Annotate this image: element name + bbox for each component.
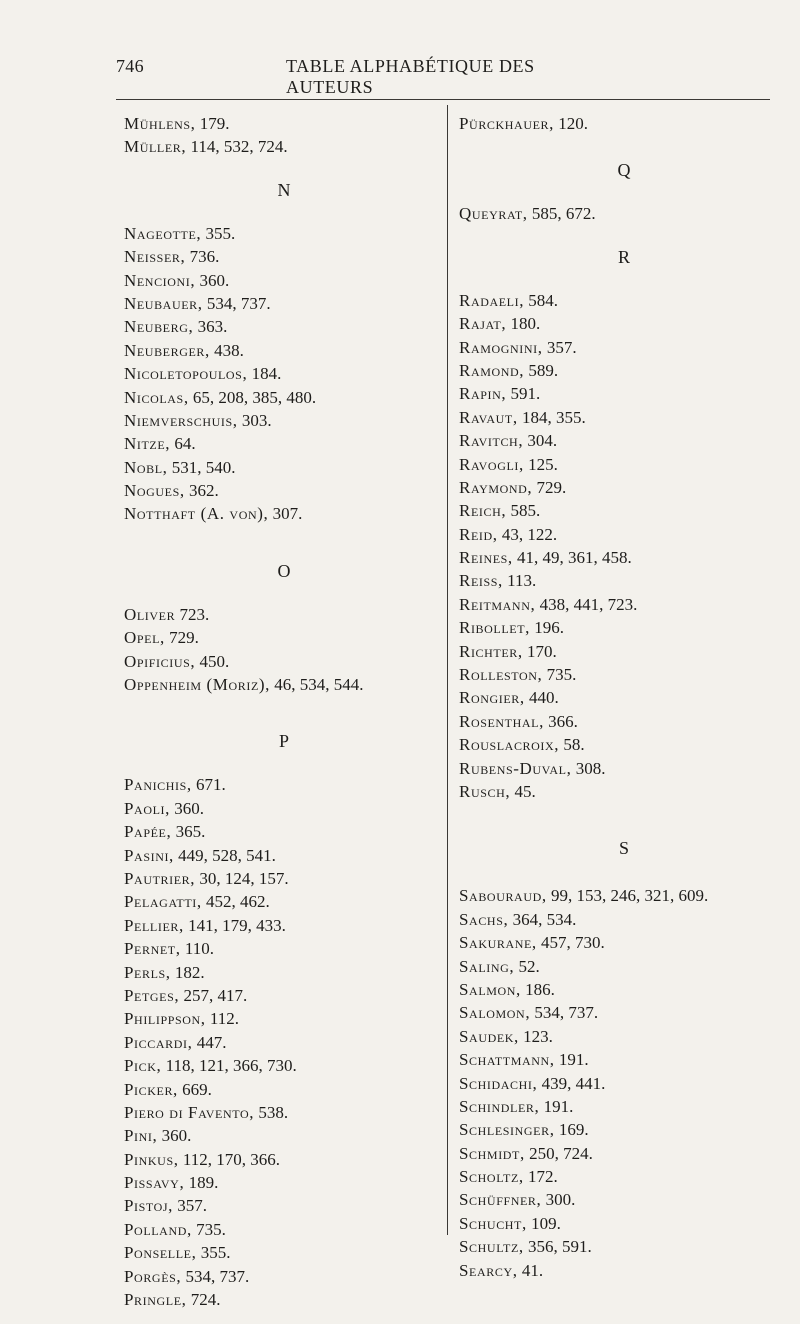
author-name: Papée, xyxy=(124,822,172,842)
page-references: 363. xyxy=(193,317,228,337)
page-references: 735. xyxy=(191,1219,226,1239)
author-name: Searcy, xyxy=(459,1260,518,1280)
page-references: 355. xyxy=(196,1243,231,1263)
running-title: TABLE ALPHABÉTIQUE DES AUTEURS xyxy=(286,56,535,97)
page-references: 186. xyxy=(520,979,555,999)
page-references: 584. xyxy=(524,290,559,310)
author-name: Nageotte, xyxy=(124,223,202,243)
index-entry xyxy=(459,757,789,780)
author-name: Piero di Favento, xyxy=(124,1102,255,1122)
index-entry xyxy=(459,1072,789,1095)
author-name: Schultz, xyxy=(459,1237,524,1257)
index-entry xyxy=(459,1142,789,1165)
page-references: 113. xyxy=(502,571,537,591)
index-entry xyxy=(459,1165,789,1188)
index-entry xyxy=(459,202,789,225)
page-references: 172. xyxy=(523,1167,558,1187)
page-references: 169. xyxy=(554,1120,589,1140)
index-entry xyxy=(124,1124,444,1147)
page-references: 41. xyxy=(517,1260,544,1280)
author-name: Neubauer, xyxy=(124,293,203,313)
index-entry xyxy=(459,616,789,639)
index-entry xyxy=(459,1188,789,1211)
index-section xyxy=(124,526,444,697)
index-entry xyxy=(124,1054,444,1077)
index-entry xyxy=(459,359,789,382)
index-entry xyxy=(459,710,789,733)
index-entry xyxy=(459,336,789,359)
author-name: Schmidt, xyxy=(459,1143,525,1163)
index-entry xyxy=(124,112,444,135)
page-references: 365. xyxy=(171,822,206,842)
author-name: Raymond, xyxy=(459,477,533,497)
index-entry xyxy=(124,603,444,626)
page-references: 531, 540. xyxy=(167,457,236,477)
index-entry xyxy=(459,499,789,522)
page-references: 585. xyxy=(506,501,541,521)
index-entry xyxy=(459,1259,789,1282)
author-name: Schüffner, xyxy=(459,1190,542,1210)
page-references: 307. xyxy=(268,504,303,524)
index-entry xyxy=(459,1118,789,1141)
author-name: Picker, xyxy=(124,1079,178,1099)
index-entry xyxy=(459,453,789,476)
index-section xyxy=(124,696,444,1311)
author-name: Sachs, xyxy=(459,909,509,929)
index-entry xyxy=(459,406,789,429)
index-entry xyxy=(124,502,444,525)
author-name: Pürckhauer, xyxy=(459,114,554,133)
author-name: Nobl, xyxy=(124,457,168,477)
page-references: 191. xyxy=(554,1050,589,1070)
author-name: Schindler, xyxy=(459,1096,540,1116)
author-name: Polland, xyxy=(124,1219,192,1239)
page-references: 184. xyxy=(247,364,282,384)
index-entry xyxy=(124,456,444,479)
page-references: 65, 208, 385, 480. xyxy=(188,387,317,407)
author-name: Nitze, xyxy=(124,434,171,454)
page-references: 440. xyxy=(524,688,559,708)
author-name: Pelagatti, xyxy=(124,892,202,912)
author-name: Pellier, xyxy=(124,915,184,935)
section-letter: Q xyxy=(617,160,631,181)
index-entry xyxy=(124,222,444,245)
page-references: 360. xyxy=(169,798,204,818)
author-name: Rusch, xyxy=(459,781,511,801)
author-name: Ravaut, xyxy=(459,407,518,427)
author-name: Porgès, xyxy=(124,1266,182,1286)
index-entry xyxy=(124,1078,444,1101)
author-name: Opificius, xyxy=(124,651,196,671)
index-entry xyxy=(124,1101,444,1124)
author-name: Pernet, xyxy=(124,939,181,959)
author-name: Schlesinger, xyxy=(459,1120,555,1140)
index-section xyxy=(459,135,789,225)
index-entry xyxy=(124,914,444,937)
author-name: Saudek, xyxy=(459,1026,519,1046)
index-entry xyxy=(459,546,789,569)
index-entry xyxy=(459,1095,789,1118)
index-entry xyxy=(459,931,789,954)
page-references: 304. xyxy=(523,431,558,451)
index-entry xyxy=(459,476,789,499)
author-name: Nicolas, xyxy=(124,387,189,407)
author-name: Ponselle, xyxy=(124,1243,197,1263)
page-references: 189. xyxy=(184,1173,219,1193)
index-section xyxy=(124,112,444,159)
page-references: 438. xyxy=(209,340,244,360)
index-entry xyxy=(124,479,444,502)
index-entry xyxy=(124,1218,444,1241)
index-entry xyxy=(124,1171,444,1194)
index-section xyxy=(459,803,789,1282)
page-references: 735. xyxy=(542,665,577,685)
index-entry xyxy=(124,1194,444,1217)
page-references: 357. xyxy=(173,1196,208,1216)
index-entry xyxy=(459,908,789,931)
section-letter: O xyxy=(277,560,291,581)
author-name: Piccardi, xyxy=(124,1032,193,1052)
page-references: 438, 441, 723. xyxy=(535,594,638,614)
page-references: 99, 153, 246, 321, 609. xyxy=(546,886,709,906)
page-header xyxy=(116,56,610,97)
index-entry xyxy=(124,867,444,890)
author-name: Ravitch, xyxy=(459,431,524,451)
page-references: 170. xyxy=(522,641,557,661)
index-entry xyxy=(459,312,789,335)
index-entry xyxy=(124,773,444,796)
index-entry xyxy=(124,820,444,843)
page-references: 196. xyxy=(529,618,564,638)
author-name: Rouslacroix, xyxy=(459,735,560,755)
index-entry xyxy=(124,650,444,673)
index-entry xyxy=(459,569,789,592)
index-entry xyxy=(459,663,789,686)
page-references: 449, 528, 541. xyxy=(173,845,276,865)
author-name: Ribollet, xyxy=(459,618,530,638)
page-references: 724. xyxy=(186,1290,221,1310)
author-name: Neuberger, xyxy=(124,340,210,360)
section-letter: P xyxy=(278,731,289,752)
index-entry xyxy=(459,289,789,312)
page-number: 746 xyxy=(116,56,144,76)
page-references: 534, 737. xyxy=(530,1003,599,1023)
author-name: Schucht, xyxy=(459,1213,527,1233)
index-entry xyxy=(124,673,444,696)
page-references: 120. xyxy=(553,114,588,133)
author-name: Niemverschuis, xyxy=(124,410,238,430)
index-entry xyxy=(124,339,444,362)
author-name: Neuberg, xyxy=(124,317,194,337)
author-name: Richter, xyxy=(459,641,523,661)
page-references: 123. xyxy=(518,1026,553,1046)
page-references: 534, 737. xyxy=(202,293,271,313)
author-name: Sakurane, xyxy=(459,933,537,953)
index-entry xyxy=(459,1048,789,1071)
index-entry xyxy=(459,884,789,907)
page-references: 43, 122. xyxy=(497,524,558,544)
page-references: 141, 179, 433. xyxy=(183,915,286,935)
author-name: Pistoj, xyxy=(124,1196,174,1216)
author-name: Paoli, xyxy=(124,798,170,818)
index-entry xyxy=(124,890,444,913)
page-references: 585, 672. xyxy=(527,204,596,224)
author-name: Queyrat, xyxy=(459,204,528,224)
author-name: Ravogli, xyxy=(459,454,524,474)
author-name: Rosenthal, xyxy=(459,711,544,731)
page-references: 30, 124, 157. xyxy=(195,868,289,888)
author-name: Pringle, xyxy=(124,1290,187,1310)
index-section xyxy=(459,226,789,804)
author-name: Sabouraud, xyxy=(459,886,547,906)
index-entry xyxy=(124,626,444,649)
page-references: 439, 441. xyxy=(537,1073,606,1093)
author-name: Panichis, xyxy=(124,775,192,795)
index-entry xyxy=(124,315,444,338)
index-entry xyxy=(459,1235,789,1258)
author-name: Müller, xyxy=(124,137,187,157)
index-entry xyxy=(124,1241,444,1264)
author-name: Rapin, xyxy=(459,384,507,404)
author-name: Notthaft (A. von), xyxy=(124,504,269,524)
index-entry xyxy=(124,245,444,268)
author-name: Scholtz, xyxy=(459,1167,524,1187)
page-references: 591. xyxy=(506,384,541,404)
index-entry xyxy=(124,844,444,867)
page-references: 58. xyxy=(559,735,585,755)
index-entry xyxy=(459,955,789,978)
section-letter: R xyxy=(617,246,630,267)
index-entry xyxy=(124,1265,444,1288)
author-name: Reitmann, xyxy=(459,594,536,614)
page-references: 45. xyxy=(510,781,536,801)
author-name: Pasini, xyxy=(124,845,174,865)
author-name: Saling, xyxy=(459,956,515,976)
index-entry xyxy=(124,409,444,432)
column-divider xyxy=(447,105,448,1235)
index-entry xyxy=(459,780,789,803)
author-name: Rolleston, xyxy=(459,665,543,685)
page-references: 250, 724. xyxy=(524,1143,593,1163)
author-name: Reich, xyxy=(459,501,507,521)
page-references: 52. xyxy=(514,956,540,976)
index-entry xyxy=(124,937,444,960)
page-references: 729. xyxy=(532,477,567,497)
author-name: Pinkus, xyxy=(124,1149,179,1169)
author-name: Pick, xyxy=(124,1056,162,1076)
author-name: Mühlens, xyxy=(124,114,196,133)
author-name: Pissavy, xyxy=(124,1173,185,1193)
page-references: 118, 121, 366, 730. xyxy=(161,1056,297,1076)
page-references: 364, 534. xyxy=(508,909,577,929)
index-entry xyxy=(459,429,789,452)
page-references: 64. xyxy=(170,434,196,454)
index-entry xyxy=(124,797,444,820)
author-name: Nicoletopoulos, xyxy=(124,364,248,384)
page-references: 114, 532, 724. xyxy=(186,137,288,157)
index-section xyxy=(124,159,444,526)
author-name: Nencioni, xyxy=(124,270,196,290)
author-name: Oliver xyxy=(124,604,176,624)
page-references: 447. xyxy=(192,1032,227,1052)
author-name: Reiss, xyxy=(459,571,503,591)
author-name: Opel, xyxy=(124,628,165,648)
index-entry xyxy=(124,362,444,385)
index-entry xyxy=(124,1148,444,1171)
index-entry xyxy=(459,640,789,663)
page-references: 723. xyxy=(175,604,210,624)
page-references: 355. xyxy=(201,223,236,243)
index-section xyxy=(459,112,789,135)
author-name: Nogues, xyxy=(124,481,185,501)
page-references: 671. xyxy=(191,775,226,795)
page-references: 109. xyxy=(526,1213,561,1233)
page-references: 180. xyxy=(506,314,541,334)
author-name: Rajat, xyxy=(459,314,507,334)
author-name: Perls, xyxy=(124,962,171,982)
index-entry xyxy=(124,1031,444,1054)
page-references: 112, 170, 366. xyxy=(178,1149,280,1169)
index-entry xyxy=(124,386,444,409)
page-references: 184, 355. xyxy=(517,407,586,427)
index-entry xyxy=(124,432,444,455)
page-references: 110. xyxy=(180,939,214,959)
author-name: Reid, xyxy=(459,524,498,544)
index-entry xyxy=(459,523,789,546)
author-name: Rongier, xyxy=(459,688,525,708)
page-references: 669. xyxy=(177,1079,212,1099)
page-references: 366. xyxy=(543,711,578,731)
index-entry xyxy=(459,593,789,616)
header-rule xyxy=(116,99,770,100)
page-references: 257, 417. xyxy=(179,985,248,1005)
page-references: 112. xyxy=(205,1009,240,1029)
page-references: 534, 737. xyxy=(181,1266,250,1286)
index-entry xyxy=(459,1212,789,1235)
author-name: Ramognini, xyxy=(459,337,543,357)
page-references: 357. xyxy=(542,337,577,357)
author-name: Schidachi, xyxy=(459,1073,538,1093)
page-references: 41, 49, 361, 458. xyxy=(512,548,632,568)
page-references: 360. xyxy=(195,270,230,290)
author-name: Pautrier, xyxy=(124,868,196,888)
page-references: 538. xyxy=(254,1102,289,1122)
index-entry xyxy=(124,292,444,315)
page-references: 182. xyxy=(170,962,205,982)
page-references: 308. xyxy=(571,758,606,778)
index-entry xyxy=(124,135,444,158)
page-references: 179. xyxy=(195,114,230,133)
author-name: Pini, xyxy=(124,1126,158,1146)
page-references: 303. xyxy=(237,410,272,430)
index-entry xyxy=(124,961,444,984)
right-column xyxy=(459,112,789,1282)
author-name: Ramond, xyxy=(459,360,525,380)
page-references: 589. xyxy=(524,360,559,380)
author-name: Philippson, xyxy=(124,1009,206,1029)
page-references: 356, 591. xyxy=(523,1237,592,1257)
page-references: 46, 534, 544. xyxy=(270,675,364,695)
page-references: 457, 730. xyxy=(536,933,605,953)
author-name: Reines, xyxy=(459,548,513,568)
page-references: 736. xyxy=(185,247,220,267)
page-references: 300. xyxy=(541,1190,576,1210)
author-name: Radaeli, xyxy=(459,290,525,310)
author-name: Neisser, xyxy=(124,247,186,267)
index-entry xyxy=(124,984,444,1007)
page-references: 362. xyxy=(184,481,219,501)
index-entry xyxy=(459,686,789,709)
section-letter: N xyxy=(277,179,291,200)
index-entry xyxy=(124,1288,444,1311)
index-entry xyxy=(124,1007,444,1030)
page-references: 125. xyxy=(523,454,558,474)
index-entry xyxy=(459,733,789,756)
page-references: 452, 462. xyxy=(201,892,270,912)
page-references: 191. xyxy=(539,1096,574,1116)
index-entry xyxy=(459,1025,789,1048)
author-name: Salomon, xyxy=(459,1003,531,1023)
page-references: 729. xyxy=(164,628,199,648)
page-references: 450. xyxy=(195,651,230,671)
index-entry xyxy=(459,382,789,405)
index-entry xyxy=(124,269,444,292)
section-letter: S xyxy=(618,838,629,859)
left-column xyxy=(124,112,444,1311)
index-entry xyxy=(459,112,789,135)
author-name: Salmon, xyxy=(459,979,521,999)
author-name: Oppenheim (Moriz), xyxy=(124,675,271,695)
author-name: Schattmann, xyxy=(459,1050,555,1070)
author-name: Petges, xyxy=(124,985,180,1005)
page-references: 360. xyxy=(157,1126,192,1146)
index-entry xyxy=(459,1001,789,1024)
author-name: Rubens-Duval, xyxy=(459,758,572,778)
index-entry xyxy=(459,978,789,1001)
